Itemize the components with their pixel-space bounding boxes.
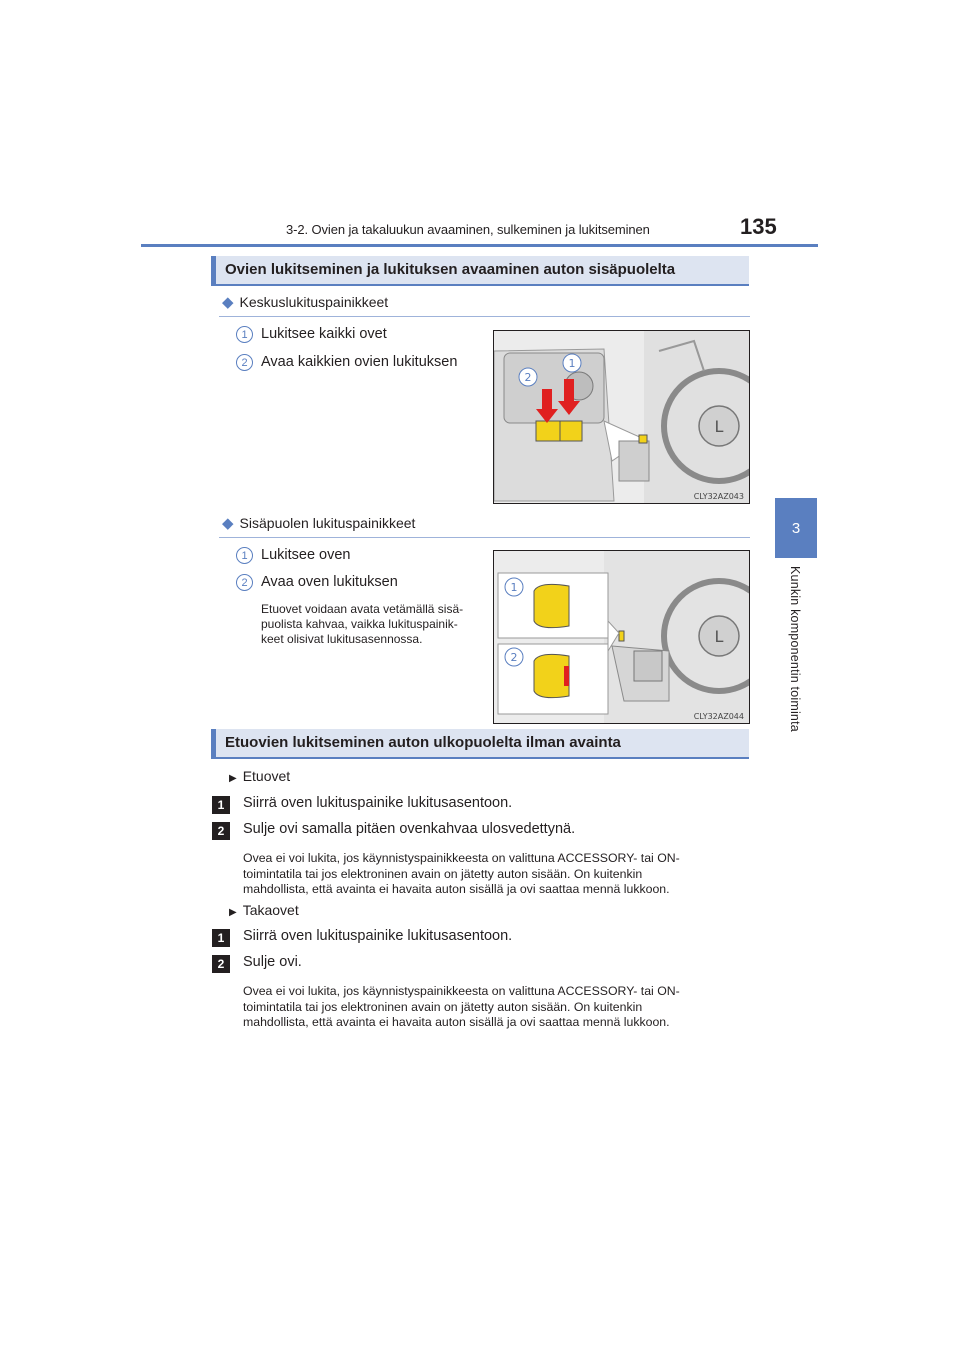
section-heading-interior-locking bbox=[211, 256, 749, 286]
step-number: 2 bbox=[212, 955, 230, 973]
figure-code: CLY32AZ043 bbox=[693, 492, 744, 501]
section-heading-text: Etuovien lukitseminen auton ulkopuolelta ilman avainta bbox=[225, 734, 621, 751]
triangle-bullet-icon: ▶ bbox=[229, 907, 237, 918]
figure-callout-2: 2 bbox=[524, 371, 532, 384]
item-number-circle: 2 bbox=[236, 574, 253, 591]
figure-callout-2: 2 bbox=[510, 651, 518, 664]
item-number-circle: 1 bbox=[236, 547, 253, 564]
item-number-circle: 1 bbox=[236, 326, 253, 343]
figure-central-lock-switches bbox=[493, 330, 750, 504]
section-heading-text: Ovien lukitseminen ja lukituksen avaaminen auton sisäpuolelta bbox=[225, 261, 676, 278]
step-number: 1 bbox=[212, 796, 230, 814]
svg-text:L: L bbox=[714, 627, 724, 646]
triangle-bullet-icon: ▶ bbox=[229, 773, 237, 784]
bullet-front-doors: ▶ Etuovet bbox=[229, 768, 291, 784]
item-number-circle: 2 bbox=[236, 354, 253, 371]
note-front-doors: Etuovet voidaan avata vetämällä sisä- puolista kahvaa, vaikka lukituspainik- keet olisivat lukitusasennossa. bbox=[261, 602, 464, 646]
item-text: Avaa oven lukituksen bbox=[261, 574, 398, 590]
bullet-rear-doors: ▶ Takaovet bbox=[229, 902, 299, 918]
figure-callout-1: 1 bbox=[568, 357, 576, 370]
step-number: 2 bbox=[212, 822, 230, 840]
sub-heading-rule bbox=[219, 316, 750, 317]
diamond-bullet-icon: ◆ bbox=[222, 294, 234, 311]
step-text: Siirrä oven lukituspainike lukitusasentoon. bbox=[243, 928, 513, 944]
item-text: Lukitsee kaikki ovet bbox=[261, 326, 387, 342]
step-text: Sulje ovi. bbox=[243, 954, 302, 970]
svg-text:L: L bbox=[714, 417, 724, 436]
item-text: Avaa kaikkien ovien lukituksen bbox=[261, 354, 458, 370]
figure-callout-1: 1 bbox=[510, 581, 518, 594]
step-text: Sulje ovi samalla pitäen ovenkahvaa ulosvedettynä. bbox=[243, 821, 576, 837]
chapter-tab: 3 bbox=[775, 498, 817, 558]
page-number: 135 bbox=[740, 214, 777, 239]
step-number: 1 bbox=[212, 929, 230, 947]
running-header-title: 3-2. Ovien ja takaluukun avaaminen, sulkeminen ja lukitseminen bbox=[286, 222, 650, 237]
diamond-bullet-icon: ◆ bbox=[222, 515, 234, 532]
sub-heading-interior-lock-buttons: ◆ Sisäpuolen lukituspainikkeet bbox=[222, 515, 416, 532]
section-heading-exterior-locking bbox=[211, 729, 749, 759]
step-text: Siirrä oven lukituspainike lukitusasentoon. bbox=[243, 795, 513, 811]
sub-heading-rule bbox=[219, 537, 750, 538]
item-text: Lukitsee oven bbox=[261, 547, 351, 563]
figure-interior-lock-buttons bbox=[493, 550, 750, 724]
note-rear-doors-detail: Ovea ei voi lukita, jos käynnistyspainikkeesta on valittuna ACCESSORY- tai ON- toimintatila tai jos elektroninen avain on jätetty auton sisään. On kuitenkin mahdollista, että avainta ei havaita auton sisällä ja ovi saattaa mennä lukkoon. bbox=[243, 984, 680, 1029]
chapter-title: Kunkin komponentin toiminta bbox=[788, 566, 802, 732]
sub-heading-central-lock: ◆ Keskuslukituspainikkeet bbox=[222, 294, 389, 311]
header-rule bbox=[141, 244, 818, 247]
figure-code: CLY32AZ044 bbox=[693, 712, 744, 721]
note-front-doors-detail: Ovea ei voi lukita, jos käynnistyspainikkeesta on valittuna ACCESSORY- tai ON- toimintatila tai jos elektroninen avain on jätetty auton sisään. On kuitenkin mahdollista, että avainta ei havaita auton sisällä ja ovi saattaa mennä lukkoon. bbox=[243, 851, 680, 896]
